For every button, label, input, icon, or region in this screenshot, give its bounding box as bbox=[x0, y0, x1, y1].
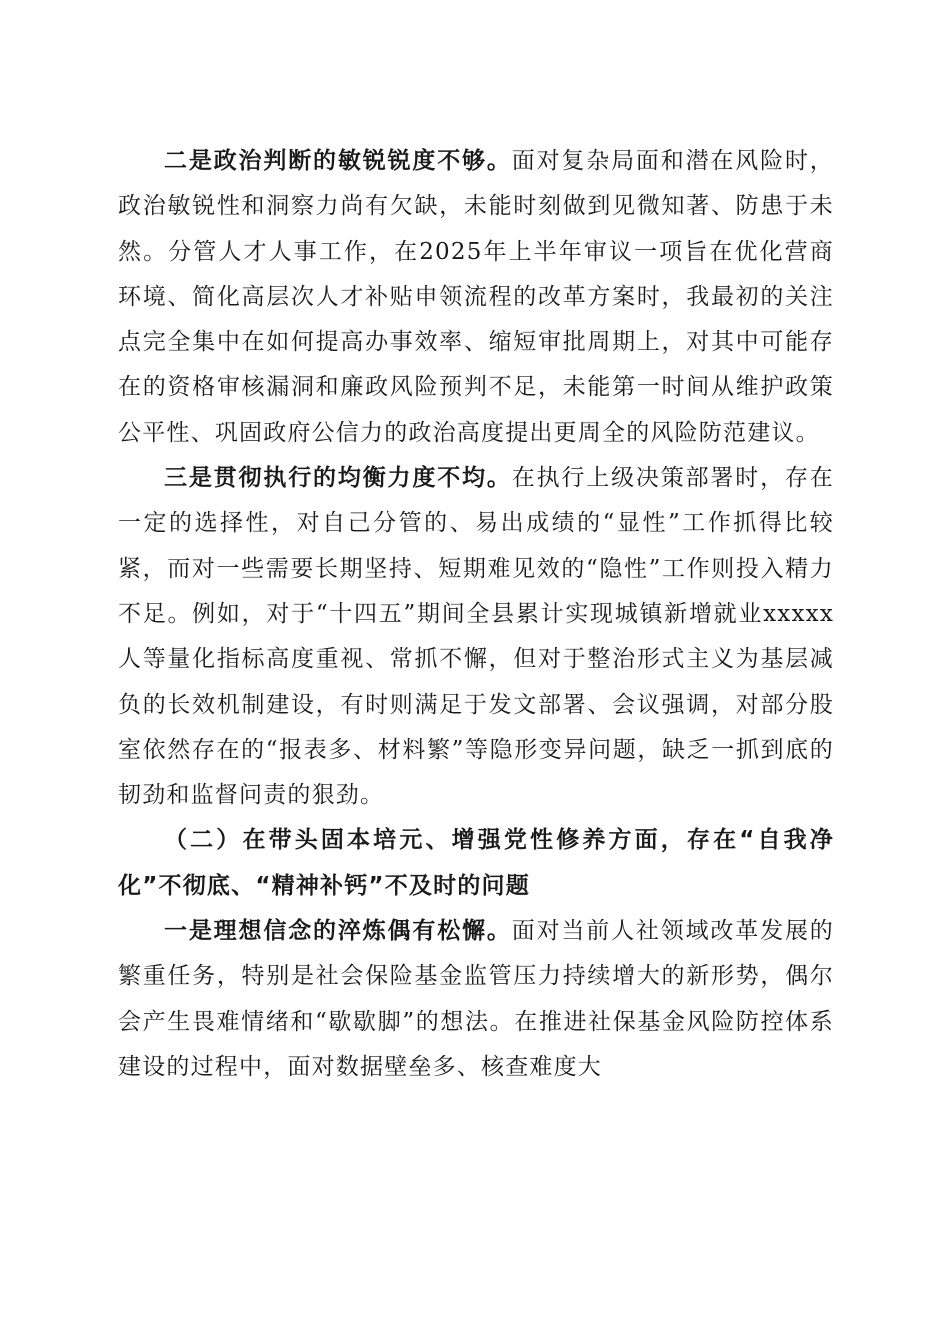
paragraph-lead: 三是贯彻执行的均衡力度不均。 bbox=[164, 465, 512, 492]
section-heading: （二）在带头固本培元、增强党性修养方面，存在“自我净化”不彻底、“精神补钙”不及时的问题 bbox=[118, 827, 834, 899]
paragraph-political-judgment bbox=[118, 139, 834, 456]
paragraph-execution-balance bbox=[118, 456, 834, 818]
paragraph-body: 在执行上级决策部署时，存在一定的选择性，对自己分管的、易出成绩的“显性”工作抓得比较紧，而对一些需要长期坚持、短期难见效的“隐性”工作则投入精力不足。例如，对于“十四五”期间全县累计实现城镇新增就业xxxxx人等量化指标高度重视、常抓不懈，但对于整治形式主义为基层减负的长效机制建设，有时则满足于发文部署、会议强调，对部分股室依然存在的“报表多、材料繁”等隐形变异问题，缺乏一抓到底的韧劲和监督问责的狠劲。 bbox=[118, 465, 834, 809]
paragraph-lead: 二是政治判断的敏锐锐度不够。 bbox=[164, 148, 512, 174]
paragraph-lead: 一是理想信念的淬炼偶有松懈。 bbox=[164, 918, 512, 945]
document-body bbox=[118, 139, 834, 1090]
paragraph-body: 面对当前人社领域改革发展的繁重任务，特别是社会保险基金监管压力持续增大的新形势，偶尔会产生畏难情绪和“歇歇脚”的想法。在推进社保基金风险防控体系建设的过程中，面对数据壁垒多、核查难度大 bbox=[118, 918, 834, 1080]
paragraph-body: 面对复杂局面和潜在风险时，政治敏锐性和洞察力尚有欠缺，未能时刻做到见微知著、防患于未然。分管人才人事工作，在2025年上半年审议一项旨在优化营商环境、简化高层次人才补贴申领流程的改革方案时，我最初的关注点完全集中在如何提高办事效率、缩短审批周期上，对其中可能存在的资格审核漏洞和廉政风险预判不足，未能第一时间从维护政策公平性、巩固政府公信力的政治高度提出更周全的风险防范建议。 bbox=[118, 148, 834, 446]
paragraph-ideals-beliefs bbox=[118, 909, 834, 1090]
